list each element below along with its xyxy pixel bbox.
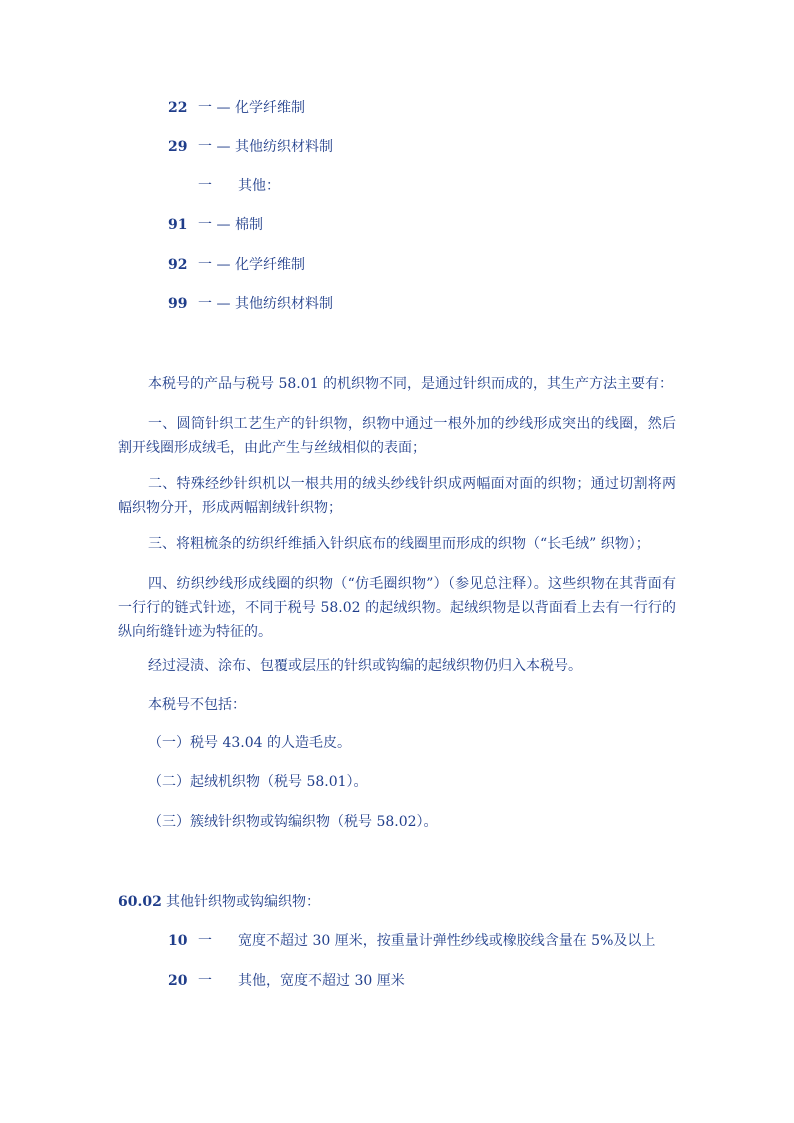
- item-code: 22: [168, 100, 188, 116]
- exclusion-item: （二）起绒机织物（税号 58.01）。: [148, 774, 368, 790]
- paragraph: 本税号的产品与税号 58.01 的机织物不同，是通过针织而成的，其生产方法主要有：: [148, 376, 673, 392]
- item-dash: 一: [198, 178, 212, 194]
- item-text: 其他纺织材料制: [235, 139, 333, 155]
- item-dash: 一 —: [198, 100, 231, 116]
- paragraph: 本税号不包括：: [148, 697, 246, 713]
- item-text: 其他，宽度不超过 30 厘米: [238, 973, 405, 989]
- item-dash: 一: [198, 933, 212, 949]
- item-dash: 一 —: [198, 257, 231, 273]
- item-code: 99: [168, 296, 188, 312]
- item-code: 20: [168, 973, 188, 989]
- item-dash: 一 —: [198, 139, 231, 155]
- item-code: 91: [168, 217, 188, 233]
- heading-title: 其他针织物或钩编织物：: [166, 894, 320, 910]
- heading-entry: [118, 892, 320, 912]
- paragraph: 四、纺织纱线形成线圈的织物（“仿毛圈织物”）（参见总注释）。这些织物在其背面有一行行的链式针迹，不同于税号 58.02 的起绒织物。起绒织物是以背面看上去有一行行的纵向绗缝针迹为特征的。: [118, 576, 676, 640]
- list-item: [168, 137, 333, 157]
- item-text: 化学纤维制: [235, 100, 305, 116]
- item-dash: 一: [198, 973, 212, 989]
- item-dash: 一 —: [198, 296, 231, 312]
- list-item: [168, 294, 333, 314]
- item-code: 29: [168, 139, 188, 155]
- heading-code: 60.02: [118, 894, 162, 910]
- item-code: 92: [168, 257, 188, 273]
- item-text: 棉制: [235, 217, 263, 233]
- item-code: 10: [168, 933, 188, 949]
- paragraph: 三、将粗梳条的纺织纤维插入针织底布的线圈里而形成的织物（“长毛绒” 织物）；: [148, 536, 650, 552]
- exclusion-item: （一）税号 43.04 的人造毛皮。: [148, 735, 351, 751]
- list-item: [168, 971, 405, 991]
- list-item: [168, 98, 305, 118]
- exclusion-item: （三）簇绒针织物或钩编织物（税号 58.02）。: [148, 814, 438, 830]
- item-text: 其他纺织材料制: [235, 296, 333, 312]
- list-item: [168, 215, 263, 235]
- item-dash: 一 —: [198, 217, 231, 233]
- item-text: 化学纤维制: [235, 257, 305, 273]
- paragraph: 一、圆筒针织工艺生产的针织物，织物中通过一根外加的纱线形成突出的线圈，然后割开线圈形成绒毛，由此产生与丝绒相似的表面；: [118, 416, 676, 456]
- list-item: [168, 176, 280, 196]
- paragraph: 经过浸渍、涂布、包覆或层压的针织或钩编的起绒织物仍归入本税号。: [148, 658, 582, 674]
- list-item: [168, 931, 655, 951]
- item-text: 其他：: [238, 178, 280, 194]
- item-text: 宽度不超过 30 厘米，按重量计弹性纱线或橡胶线含量在 5%及以上: [238, 933, 656, 949]
- list-item: [168, 255, 305, 275]
- paragraph: 二、特殊经纱针织机以一根共用的绒头纱线针织成两幅面对面的织物；通过切割将两幅织物分开，形成两幅割绒针织物；: [118, 476, 676, 516]
